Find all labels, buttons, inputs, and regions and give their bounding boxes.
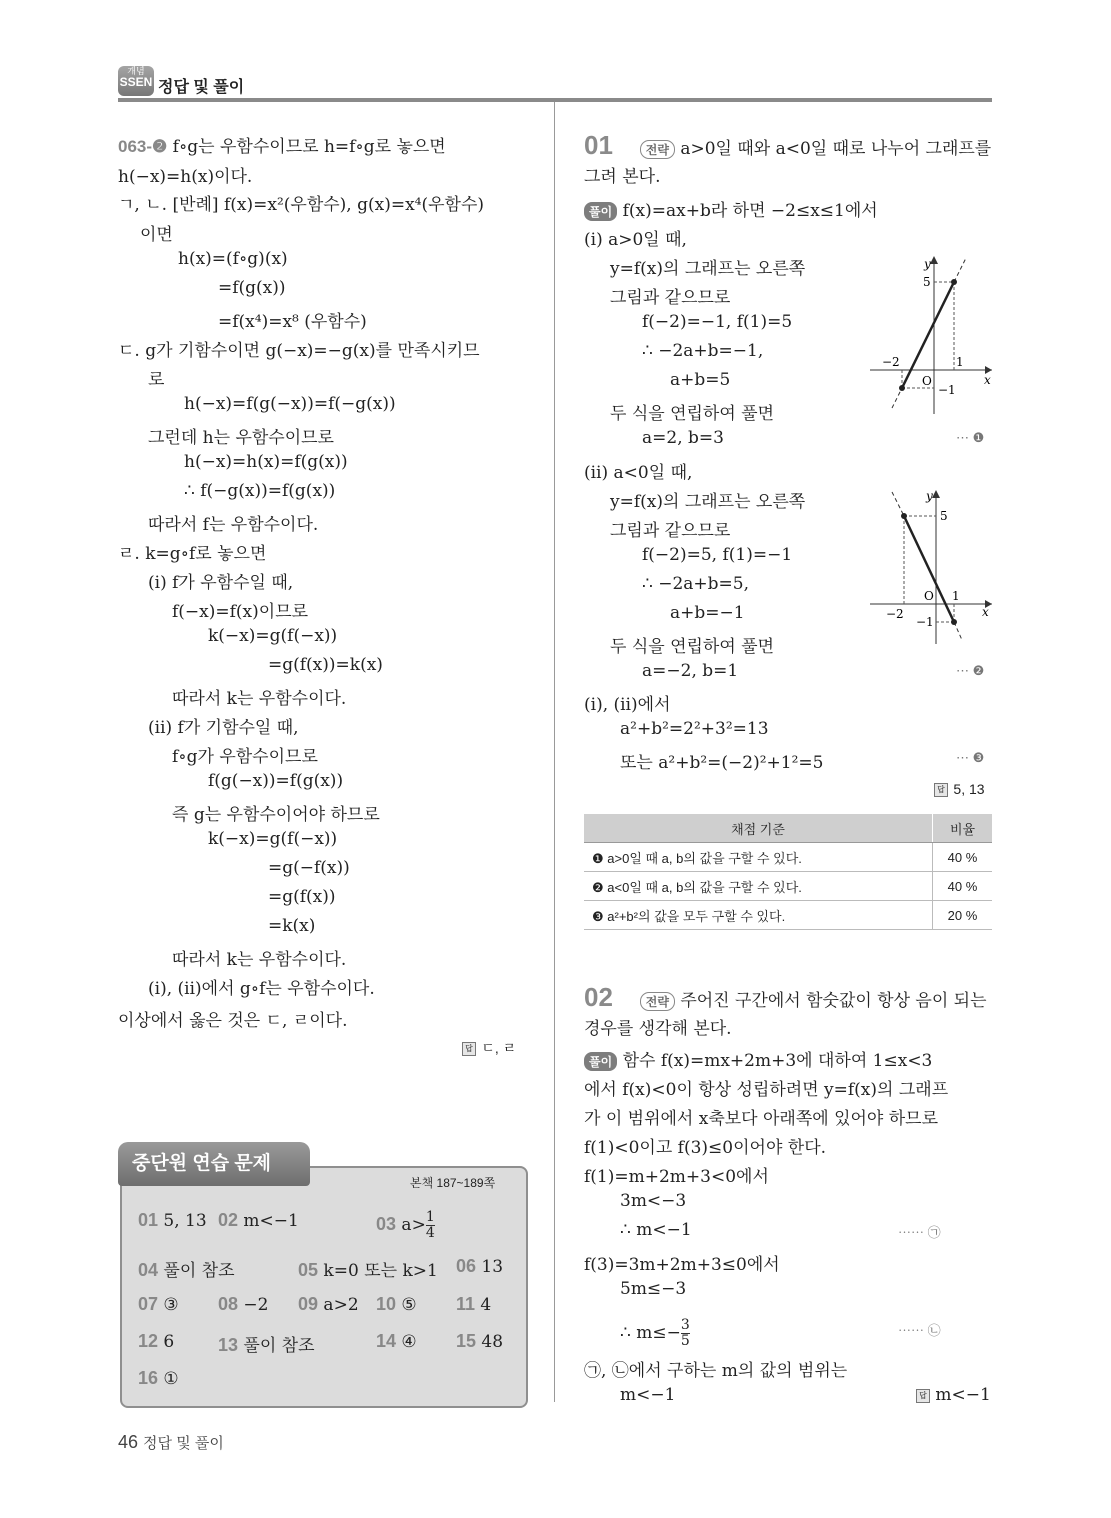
review-number: 05 xyxy=(298,1260,319,1280)
review-answer-item xyxy=(298,1294,359,1315)
review-reference: 본책 187~189쪽 xyxy=(410,1176,496,1190)
unit-review-box xyxy=(120,1166,528,1408)
grading-table xyxy=(584,814,992,930)
tick-1: 1 xyxy=(952,589,960,603)
review-number: 12 xyxy=(138,1331,159,1351)
review-number: 08 xyxy=(218,1294,239,1314)
line-text: ㄹ. k=g∘f로 놓으면 xyxy=(118,544,267,564)
strategy-text: 주어진 구간에서 함숫값이 항상 음이 되는 xyxy=(680,991,987,1011)
answer-icon: 답 xyxy=(916,1389,930,1403)
review-answer-item xyxy=(218,1331,315,1356)
endpoint-right xyxy=(951,279,957,285)
solution-line xyxy=(178,249,288,269)
step-marker: ⋯⋯ ㉠ xyxy=(898,1225,941,1240)
strategy-badge: 전략 xyxy=(640,140,675,159)
solution-line xyxy=(620,1220,692,1240)
line-text: 그림과 같으므로 xyxy=(610,288,731,308)
solution-line xyxy=(670,370,730,390)
solution-line xyxy=(208,829,337,849)
line-text: (ⅱ) a<0일 때, xyxy=(584,463,693,483)
y-axis-arrow xyxy=(930,256,938,264)
review-answer: ⑤ xyxy=(396,1295,417,1315)
line-text: k(−x)=g(f(−x)) xyxy=(208,829,338,849)
line-text: ㄷ. g가 기함수이면 g(−x)=−g(x)를 만족시키므 xyxy=(118,341,480,361)
solution-line xyxy=(118,162,252,187)
line-text: 따라서 f는 우함수이다. xyxy=(148,515,319,535)
line-text: =g(f(x))=k(x) xyxy=(268,655,383,675)
solution-line xyxy=(118,132,446,157)
review-number: 16 xyxy=(138,1368,159,1388)
review-number: 11 xyxy=(456,1294,476,1314)
solution-badge: 풀이 xyxy=(584,1052,617,1071)
solution-badge: 풀이 xyxy=(584,202,617,221)
problem-number: 02 xyxy=(584,982,613,1012)
numerator: 1 xyxy=(425,1209,435,1225)
review-answer-item xyxy=(376,1210,435,1241)
line-text: =k(x) xyxy=(268,916,316,936)
solution-line xyxy=(118,190,484,215)
fraction xyxy=(426,1210,435,1241)
solution-line xyxy=(148,974,375,999)
review-number: 01 xyxy=(138,1210,159,1230)
line-text: 3m<−3 xyxy=(620,1191,687,1211)
review-number: 15 xyxy=(456,1331,477,1351)
review-answer: ③ xyxy=(158,1295,179,1315)
criteria-cell: ❸ a²+b²의 값을 모두 구할 수 있다. xyxy=(584,901,933,930)
solution-line xyxy=(268,916,315,936)
strategy-text-cont: 경우를 생각해 본다. xyxy=(584,1019,732,1039)
line-text: 그런데 h는 우함수이므로 xyxy=(148,428,334,448)
solution-line xyxy=(184,481,335,501)
table-row xyxy=(584,901,992,930)
solution-line xyxy=(172,597,308,622)
line-text: =f(x⁴)=x⁸ (우함수) xyxy=(218,312,367,332)
review-answer-item xyxy=(138,1331,174,1352)
line-text: a=2, b=3 xyxy=(642,428,724,448)
review-answer-item xyxy=(218,1210,299,1231)
origin-label: O xyxy=(924,589,934,603)
solution-line xyxy=(642,574,749,594)
column-header-criteria: 채점 기준 xyxy=(584,814,933,843)
line-text: 두 식을 연립하여 풀면 xyxy=(610,404,775,424)
solution-line xyxy=(670,603,745,623)
line-text: 5m≤−3 xyxy=(620,1279,687,1299)
solution-line xyxy=(172,742,318,767)
review-answer-item xyxy=(456,1256,503,1277)
solution-line xyxy=(584,1046,932,1071)
solution-line xyxy=(268,887,336,907)
ratio-cell: 20 % xyxy=(933,901,993,930)
line-text: f(x)=ax+b라 하면 −2≤x≤1에서 xyxy=(617,201,878,221)
column-header-ratio: 비율 xyxy=(933,814,993,843)
solution-line xyxy=(268,858,350,878)
review-answer-item xyxy=(138,1256,235,1281)
review-number: 02 xyxy=(218,1210,239,1230)
solution-line xyxy=(584,225,687,250)
y-axis-arrow xyxy=(932,490,940,498)
solution-line xyxy=(610,487,805,512)
table-header-row xyxy=(584,814,992,843)
line-extension-high xyxy=(954,258,966,282)
column-divider xyxy=(554,102,555,1402)
line-text: a²+b²=2²+3²=13 xyxy=(620,719,769,739)
line-text: ∴ f(−g(x))=f(g(x)) xyxy=(184,481,336,501)
solution-line xyxy=(268,655,383,675)
graph-a-negative xyxy=(866,488,992,644)
review-answer-item xyxy=(376,1331,417,1352)
review-number: 13 xyxy=(218,1335,239,1355)
solution-line xyxy=(642,545,792,565)
solution-line xyxy=(148,423,334,448)
strategy-text-cont: 그려 본다. xyxy=(584,167,661,187)
line-text: (ⅱ) f가 기함수일 때, xyxy=(148,718,299,738)
line-text: f(1)<0이고 f(3)≤0이어야 한다. xyxy=(584,1138,827,1158)
line-text: f(3)=3m+2m+3≤0에서 xyxy=(584,1255,780,1275)
solution-line xyxy=(584,1075,948,1100)
problem-02-heading xyxy=(584,982,987,1013)
review-answer: a>2 xyxy=(318,1295,359,1315)
review-number: 14 xyxy=(376,1331,397,1351)
review-number: 09 xyxy=(298,1294,319,1314)
review-number: 07 xyxy=(138,1294,159,1314)
review-answer: a> xyxy=(396,1215,426,1235)
solution-line xyxy=(118,1006,348,1031)
logo-top-text: 개념 xyxy=(127,66,145,76)
solution-line xyxy=(148,365,164,390)
review-answer-item xyxy=(218,1294,269,1315)
tick-neg1: −1 xyxy=(938,383,956,397)
step-marker: ⋯ ❶ xyxy=(956,430,985,445)
solution-line xyxy=(118,539,266,564)
solution-line xyxy=(584,1162,769,1187)
solution-line xyxy=(208,771,343,791)
page-header-title: 정답 및 풀이 xyxy=(158,79,245,96)
ratio-cell: 40 % xyxy=(933,872,993,901)
header-divider xyxy=(118,98,992,102)
solution-line xyxy=(620,1318,690,1349)
line-text: (ⅰ) a>0일 때, xyxy=(584,230,687,250)
solution-line xyxy=(610,283,730,308)
footer xyxy=(118,1432,224,1453)
problem-01-heading xyxy=(584,130,991,161)
answer-icon: 답 xyxy=(462,1042,476,1056)
solution-line xyxy=(218,307,367,332)
line-text: 따라서 k는 우함수이다. xyxy=(172,689,347,709)
line-text: ㄱ, ㄴ. [반례] f(x)=x²(우함수), g(x)=x⁴(우함수) xyxy=(118,195,485,215)
review-answer-item xyxy=(138,1368,179,1389)
graph-a-positive xyxy=(866,254,992,414)
tick-5: 5 xyxy=(940,509,948,523)
line-text: ㉠, ㉡에서 구하는 m의 값의 범위는 xyxy=(584,1361,848,1381)
tick-neg2: −2 xyxy=(882,355,900,369)
line-text: 그림과 같으므로 xyxy=(610,521,731,541)
review-answer: ① xyxy=(158,1369,179,1389)
y-label: y xyxy=(924,257,931,271)
answer-063: 답 ㄷ, ㄹ xyxy=(462,1038,516,1058)
line-text: a+b=−1 xyxy=(670,603,745,623)
review-answer-item xyxy=(138,1294,179,1315)
origin-label: O xyxy=(922,374,932,388)
solution-line xyxy=(584,196,878,221)
review-answer: −2 xyxy=(238,1295,269,1315)
ratio-cell: 40 % xyxy=(933,843,993,872)
review-answer: 5, 13 xyxy=(158,1211,207,1231)
solution-line xyxy=(642,428,724,448)
line-text: 로 xyxy=(148,370,165,390)
answer-icon: 답 xyxy=(934,783,948,797)
page-number: 46 xyxy=(118,1432,139,1452)
line-text: m<−1 xyxy=(620,1385,676,1405)
review-number: 06 xyxy=(456,1256,477,1276)
solution-line xyxy=(584,690,671,715)
line-text: 두 식을 연립하여 풀면 xyxy=(610,637,775,657)
line-text: f(−x)=f(x)이므로 xyxy=(172,602,309,622)
solution-line xyxy=(584,1133,826,1158)
line-text: f∘g가 우함수이므로 xyxy=(172,747,318,767)
solution-line xyxy=(118,336,480,361)
solution-line xyxy=(620,719,769,739)
denominator: 5 xyxy=(680,1333,690,1349)
line-extension-high xyxy=(892,492,904,516)
solution-line xyxy=(184,394,396,414)
line-text: h(−x)=f(g(−x))=f(−g(x)) xyxy=(184,394,396,414)
strategy-badge: 전략 xyxy=(640,992,675,1011)
function-segment xyxy=(902,282,954,388)
line-text: (ⅰ), (ⅱ)에서 xyxy=(584,695,671,715)
review-answer-item xyxy=(298,1256,438,1281)
answer-01: 답 5, 13 xyxy=(934,779,985,799)
line-text: ∴ −2a+b=5, xyxy=(642,574,750,594)
review-answer-item xyxy=(376,1294,417,1315)
solution-line xyxy=(218,278,286,298)
solution-line xyxy=(610,516,730,541)
x-label: x xyxy=(982,605,989,619)
review-number: 03 xyxy=(376,1214,397,1234)
line-text: f(−2)=5, f(1)=−1 xyxy=(642,545,793,565)
denominator: 4 xyxy=(425,1225,435,1241)
solution-line xyxy=(620,748,823,773)
function-segment xyxy=(904,516,954,622)
unit-review-title: 중단원 연습 문제 xyxy=(118,1142,310,1186)
solution-line xyxy=(172,945,346,970)
problem-number: 01 xyxy=(584,130,613,160)
solution-line xyxy=(140,220,173,245)
line-text: 이상에서 옳은 것은 ㄷ, ㄹ이다. xyxy=(118,1011,348,1031)
line-extension-low xyxy=(892,388,902,408)
logo-bottom-text: SSEN xyxy=(119,75,153,89)
line-text: a+b=5 xyxy=(670,370,731,390)
line-text: 따라서 k는 우함수이다. xyxy=(172,950,347,970)
tick-neg1: −1 xyxy=(916,615,934,629)
endpoint-left xyxy=(899,385,905,391)
review-answer: 4 xyxy=(475,1295,492,1315)
solution-line xyxy=(610,254,805,279)
solution-line xyxy=(208,626,337,646)
review-answer: 풀이 참조 xyxy=(158,1261,235,1281)
solution-line xyxy=(620,1279,686,1299)
line-text: y=f(x)의 그래프는 오른쪽 xyxy=(610,259,806,279)
y-label: y xyxy=(926,489,933,503)
review-answer-item xyxy=(456,1294,491,1315)
line-text: f(g(−x))=f(g(x)) xyxy=(208,771,344,791)
tick-5: 5 xyxy=(923,275,931,289)
answer-02: 답 m<−1 xyxy=(916,1385,991,1405)
solution-line xyxy=(584,458,692,483)
solution-line xyxy=(620,1191,686,1211)
footer-title: 정답 및 풀이 xyxy=(143,1435,224,1452)
solution-line xyxy=(584,1356,847,1381)
review-answer-item xyxy=(456,1331,503,1352)
review-number: 04 xyxy=(138,1260,159,1280)
endpoint-right xyxy=(951,619,957,625)
step-marker: ⋯⋯ ㉡ xyxy=(898,1323,941,1338)
solution-line xyxy=(148,713,299,738)
review-answer: 13 xyxy=(476,1257,504,1277)
line-text: 즉 g는 우함수이어야 하므로 xyxy=(172,805,380,825)
strategy-text: a>0일 때와 a<0일 때로 나누어 그래프를 xyxy=(680,139,992,159)
line-text: ∴ −2a+b=−1, xyxy=(642,341,764,361)
line-text: 함수 f(x)=mx+2m+3에 대하여 1≤x<3 xyxy=(617,1051,933,1071)
solution-line xyxy=(184,452,348,472)
solution-line xyxy=(620,1385,675,1405)
review-number: 10 xyxy=(376,1294,397,1314)
step-marker: ⋯ ❷ xyxy=(956,663,985,678)
problem-number: 063-❷ xyxy=(118,137,168,156)
solution-line xyxy=(610,399,774,424)
line-text: a=−2, b=1 xyxy=(642,661,739,681)
review-answer: m<−1 xyxy=(238,1211,299,1231)
line-text: h(x)=(f∘g)(x) xyxy=(178,249,288,269)
line-text: f∘g는 우함수이므로 h=f∘g로 놓으면 xyxy=(167,137,446,157)
table-row xyxy=(584,872,992,901)
review-answer: 48 xyxy=(476,1332,504,1352)
numerator: 3 xyxy=(680,1317,690,1333)
brand-logo xyxy=(118,66,154,96)
line-text: ∴ m≤− xyxy=(620,1323,681,1343)
line-text: 이면 xyxy=(140,225,173,245)
solution-line xyxy=(584,1250,780,1275)
line-text: ∴ m<−1 xyxy=(620,1220,692,1240)
line-text: f(−2)=−1, f(1)=5 xyxy=(642,312,793,332)
fraction xyxy=(681,1318,690,1349)
solution-line xyxy=(642,312,792,332)
solution-line xyxy=(642,661,738,681)
solution-line xyxy=(642,341,763,361)
line-text: =g(−f(x)) xyxy=(268,858,350,878)
review-answer: k=0 또는 k>1 xyxy=(318,1261,438,1281)
line-text: =g(f(x)) xyxy=(268,887,336,907)
step-marker: ⋯ ❸ xyxy=(956,750,985,765)
line-text: 가 이 범위에서 x축보다 아래쪽에 있어야 하므로 xyxy=(584,1109,939,1129)
tick-neg2: −2 xyxy=(886,607,904,621)
table-row xyxy=(584,843,992,872)
solution-line xyxy=(584,1104,938,1129)
criteria-cell: ❶ a>0일 때 a, b의 값을 구할 수 있다. xyxy=(584,843,933,872)
solution-line xyxy=(172,800,380,825)
tick-1: 1 xyxy=(956,355,964,369)
solution-line xyxy=(172,684,346,709)
line-text: f(1)=m+2m+3<0에서 xyxy=(584,1167,769,1187)
criteria-cell: ❷ a<0일 때 a, b의 값을 구할 수 있다. xyxy=(584,872,933,901)
solution-line xyxy=(148,510,318,535)
line-text: =f(g(x)) xyxy=(218,278,286,298)
line-text: h(−x)=h(x)=f(g(x)) xyxy=(184,452,348,472)
line-text: y=f(x)의 그래프는 오른쪽 xyxy=(610,492,806,512)
solution-line xyxy=(148,568,293,593)
line-text: (ⅰ), (ⅱ)에서 g∘f는 우함수이다. xyxy=(148,979,375,999)
review-answer: 풀이 참조 xyxy=(238,1336,315,1356)
review-answer-item xyxy=(138,1210,207,1231)
line-text: 또는 a²+b²=(−2)²+1²=5 xyxy=(620,753,824,773)
line-text: h(−x)=h(x)이다. xyxy=(118,167,253,187)
line-text: k(−x)=g(f(−x)) xyxy=(208,626,338,646)
x-label: x xyxy=(984,373,991,387)
review-answer: ④ xyxy=(396,1332,417,1352)
review-answer: 6 xyxy=(158,1332,175,1352)
endpoint-left xyxy=(901,513,907,519)
solution-line xyxy=(610,632,774,657)
line-text: 에서 f(x)<0이 항상 성립하려면 y=f(x)의 그래프 xyxy=(584,1080,949,1100)
line-text: (ⅰ) f가 우함수일 때, xyxy=(148,573,294,593)
